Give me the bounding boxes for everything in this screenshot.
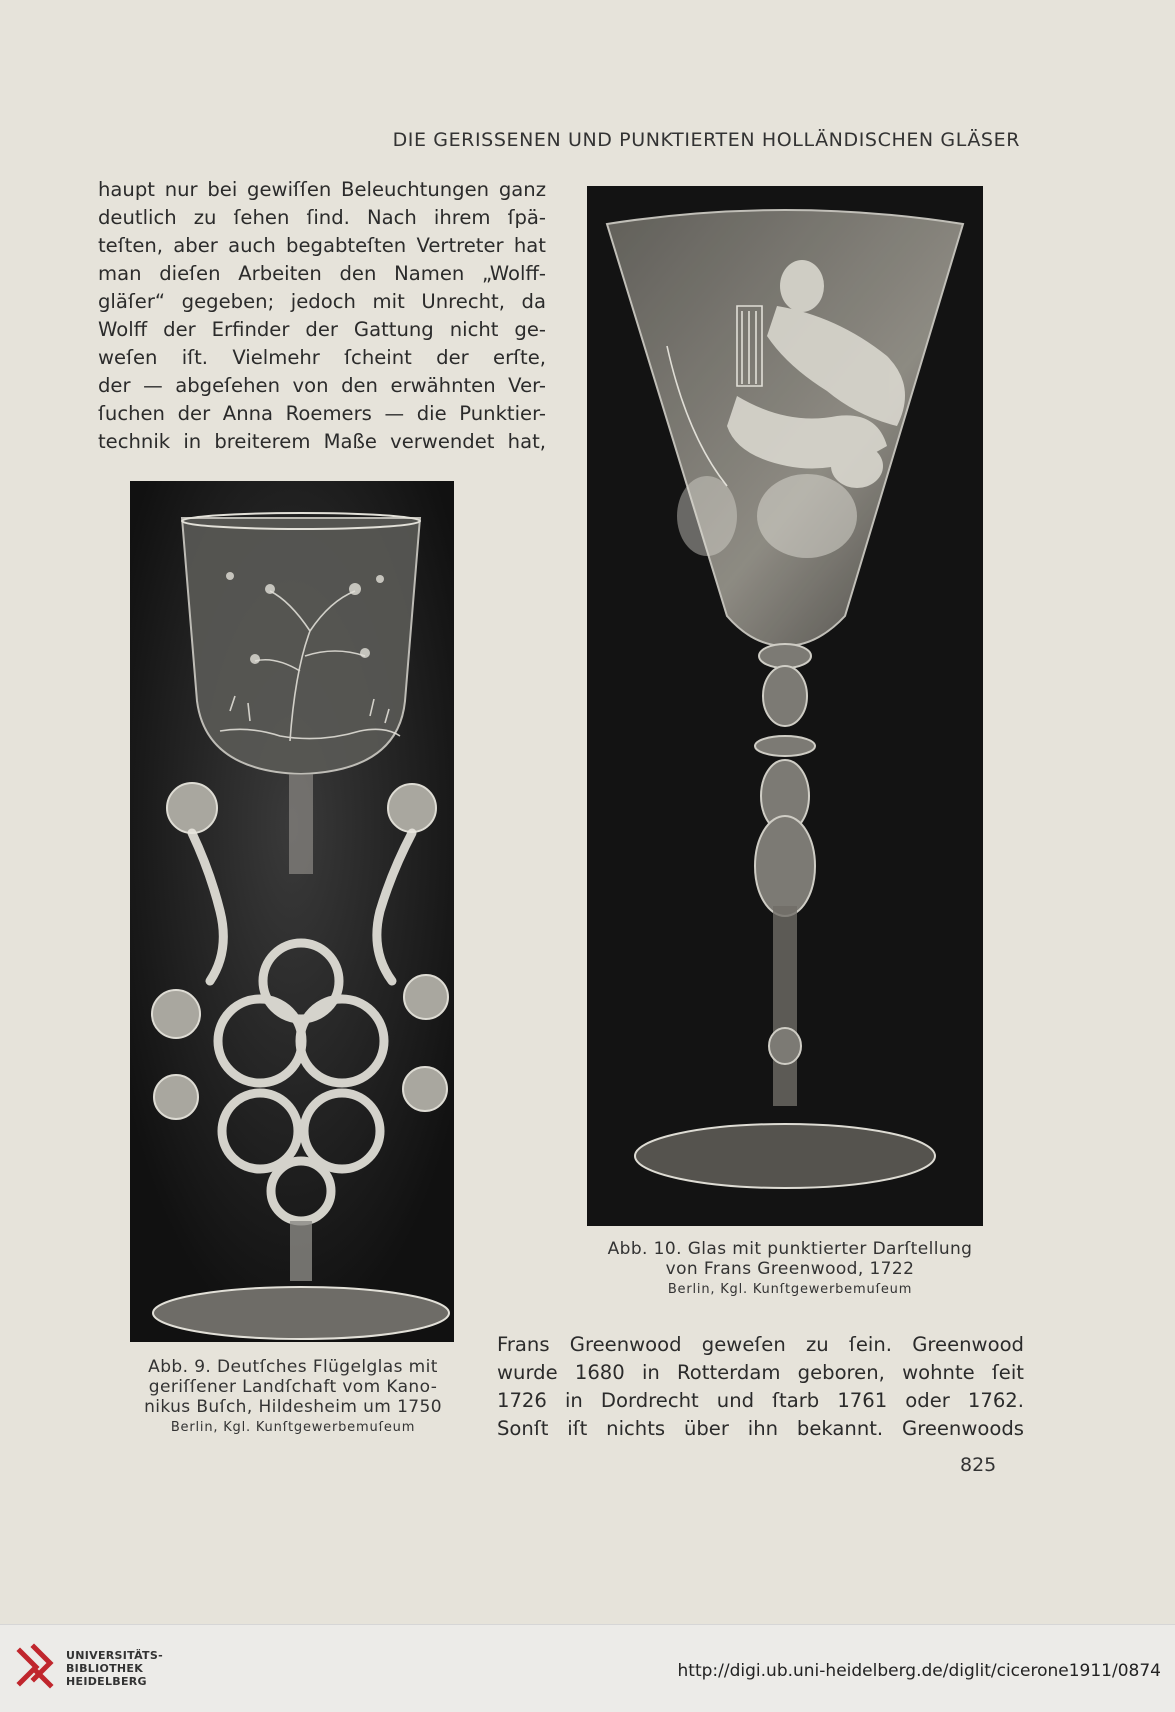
- text-line: weſen iſt. Vielmehr ſcheint der erſte,: [98, 346, 546, 369]
- text-line: haupt nur bei gewiſſen Beleuchtungen ganz: [98, 178, 546, 201]
- text-line: wurde 1680 in Rotterdam geboren, wohnte ſeit: [497, 1361, 1024, 1384]
- text-line: Sonſt iſt nichts über ihn bekannt. Greenwoods: [497, 1417, 1024, 1440]
- right-text-column: [497, 1331, 1024, 1443]
- text-line: Wolff der Erfinder der Gattung nicht ge-: [98, 318, 546, 341]
- library-name: [66, 1649, 163, 1688]
- caption-line: geriſſener Landſchaft vom Kano-: [148, 1377, 438, 1397]
- permalink-url[interactable]: http://digi.ub.uni-heidelberg.de/diglit/cicerone1911/0874: [677, 1661, 1161, 1681]
- text-line: Frans Greenwood geweſen zu ſein. Greenwood: [497, 1333, 1024, 1356]
- viewer-footer: [0, 1624, 1175, 1712]
- figure-9-caption: [128, 1357, 458, 1438]
- text-line: gläſer“ gegeben; jedoch mit Unrecht, da: [98, 290, 546, 313]
- library-logo-icon: [14, 1641, 58, 1695]
- text-line: deutlich zu ſehen ſind. Nach ihrem ſpä-: [98, 206, 546, 229]
- figure-10-caption: [580, 1239, 1000, 1300]
- library-name-line: UNIVERSITÄTS-: [66, 1649, 163, 1662]
- caption-line: nikus Buſch, Hildesheim um 1750: [144, 1397, 442, 1417]
- running-head: DIE GERISSENEN UND PUNKTIERTEN HOLLÄNDISCHEN GLÄSER: [392, 129, 1020, 151]
- text-line: technik in breiterem Maße verwendet hat,: [98, 430, 546, 453]
- caption-line: Abb. 10. Glas mit punktierter Darſtellung: [607, 1239, 973, 1259]
- caption-source: Berlin, Kgl. Kunſtgewerbemuſeum: [170, 1420, 416, 1435]
- text-line: der — abgeſehen von den erwähnten Ver-: [98, 374, 546, 397]
- text-line: ſuchen der Anna Roemers — die Punktier-: [98, 402, 546, 425]
- left-text-column: [98, 176, 546, 456]
- caption-line: von Frans Greenwood, 1722: [665, 1259, 915, 1279]
- caption-source: Berlin, Kgl. Kunſtgewerbemuſeum: [667, 1282, 913, 1297]
- text-line: man dieſen Arbeiten den Namen „Wolff-: [98, 262, 546, 285]
- text-line: 1726 in Dordrecht und ſtarb 1761 oder 1762.: [497, 1389, 1024, 1412]
- page-number: 825: [960, 1454, 997, 1476]
- figure-9-photo: [130, 481, 454, 1342]
- caption-line: Abb. 9. Deutſches Flügelglas mit: [148, 1357, 438, 1377]
- text-line: teſten, aber auch begabteſten Vertreter hat: [98, 234, 546, 257]
- library-name-line: HEIDELBERG: [66, 1675, 147, 1688]
- figure-10-photo: [587, 186, 983, 1226]
- library-name-line: BIBLIOTHEK: [66, 1662, 144, 1675]
